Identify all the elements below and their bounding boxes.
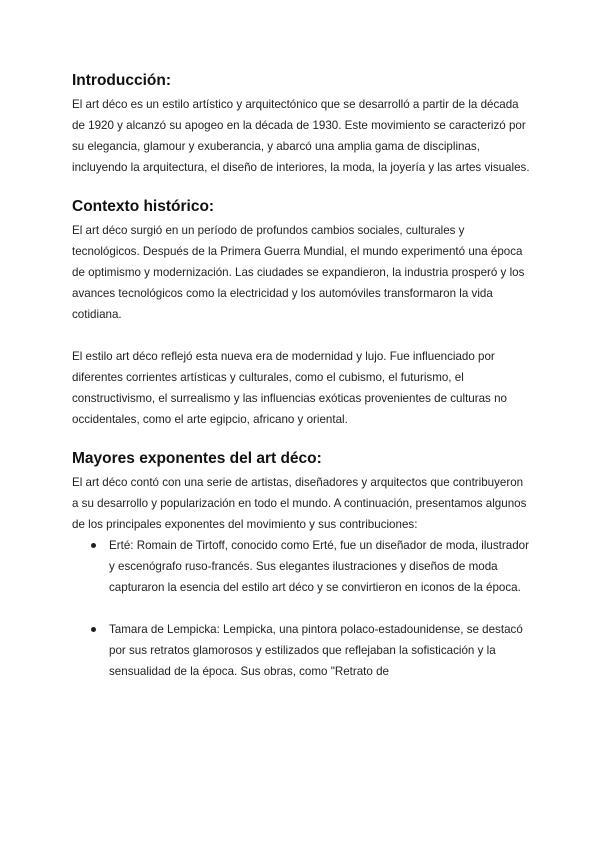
section-heading: Introducción: <box>72 72 172 89</box>
bullet-icon <box>91 627 96 632</box>
list-item-text: Erté: Romain de Tirtoff, conocido como Erté, fue un diseñador de moda, ilustrador y escenógrafo ruso-francés. Sus elegantes ilustraciones y diseños de moda capturaron la esencia del estilo art déco y se convirtieron en iconos de la época. <box>109 539 529 594</box>
list-item <box>72 535 532 598</box>
list-item <box>72 619 532 682</box>
bullet-icon <box>91 543 96 548</box>
section-mayores-exponentes <box>72 448 532 682</box>
document-page <box>72 70 532 682</box>
paragraph: El art déco contó con una serie de artistas, diseñadores y arquitectos que contribuyeron a su desarrollo y popularización en todo el mundo. A continuación, presentamos algunos de los principales exponentes del movimiento y sus contribuciones: <box>72 476 527 531</box>
paragraph: El art déco surgió en un período de profundos cambios sociales, culturales y tecnológicos. Después de la Primera Guerra Mundial, el mundo experimentó una época de optimismo y modernización. Las ciudades se expandieron, la industria prosperó y los avances tecnológicos como la electricidad y los automóviles transformaron la vida cotidiana. <box>72 224 525 321</box>
list-item-text: Tamara de Lempicka: Lempicka, una pintora polaco-estadounidense, se destacó por sus retratos glamorosos y estilizados que reflejaban la sofisticación y la sensualidad de la época. Sus obras, como "Retrato de <box>109 623 523 678</box>
section-contexto-historico <box>72 196 532 430</box>
section-heading: Mayores exponentes del art déco: <box>72 450 322 467</box>
exponents-list <box>72 535 532 682</box>
paragraph: El art déco es un estilo artístico y arquitectónico que se desarrolló a partir de la década de 1920 y alcanzó su apogeo en la década de 1930. Este movimiento se caracterizó por su elegancia, glamour y exuberancia, y abarcó una amplia gama de disciplinas, incluyendo la arquitectura, el diseño de interiores, la moda, la joyería y las artes visuales. <box>72 98 530 174</box>
paragraph: El estilo art déco reflejó esta nueva era de modernidad y lujo. Fue influenciado por diferentes corrientes artísticas y culturales, como el cubismo, el futurismo, el constructivismo, el surrealismo y las influencias exóticas provenientes de culturas no occidentales, como el arte egipcio, africano y oriental. <box>72 350 507 426</box>
section-heading: Contexto histórico: <box>72 198 215 215</box>
section-introduccion <box>72 70 532 178</box>
